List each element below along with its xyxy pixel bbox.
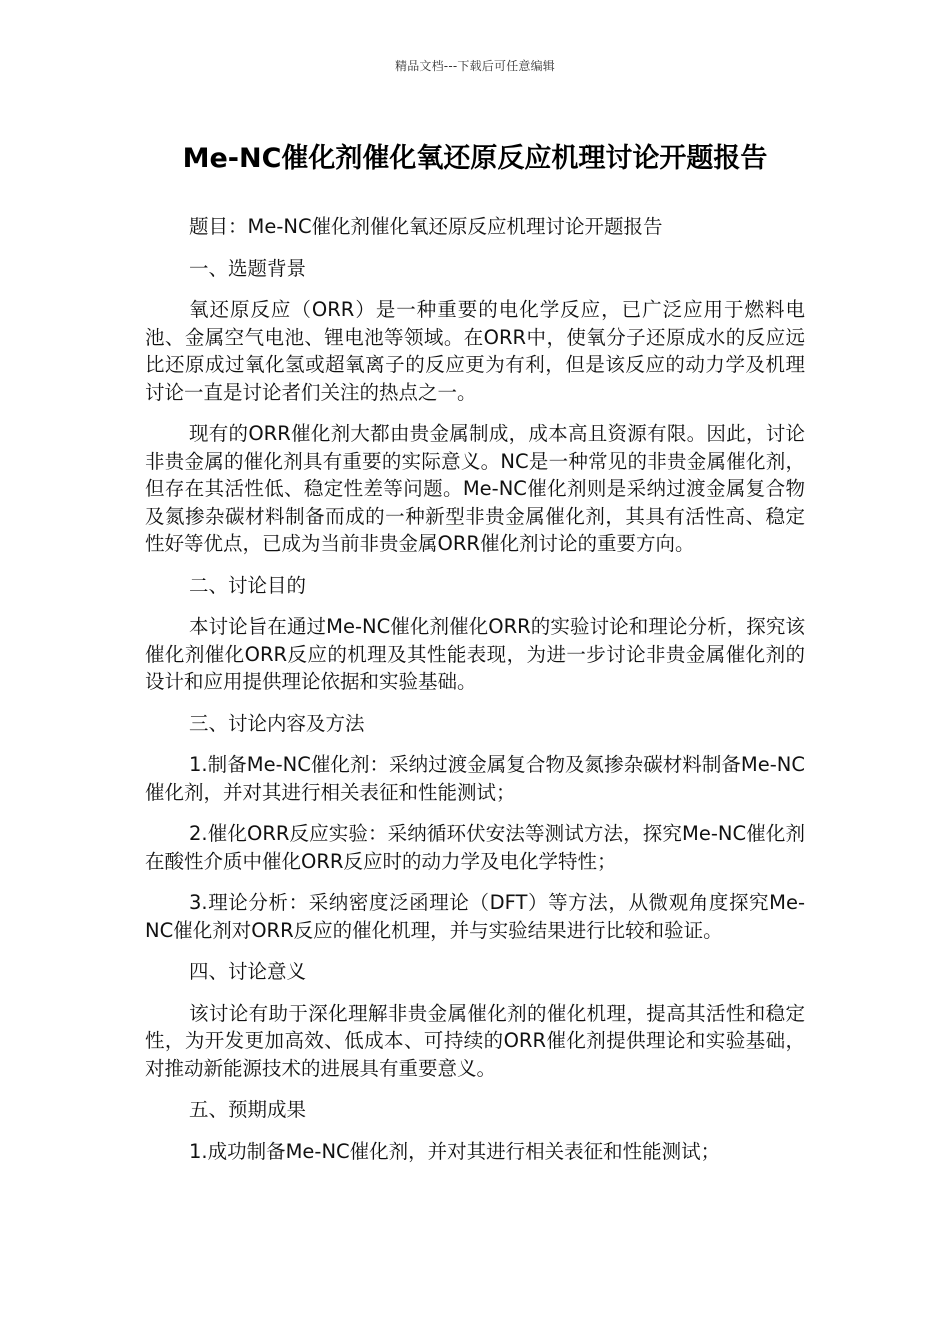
body-paragraph: 氧还原反应（ORR）是一种重要的电化学反应，已广泛应用于燃料电池、金属空气电池、锂电池等领域。在ORR中，使氧分子还原成水的反应远比还原成过氧化氢或超氧离子的反应更为有利，但是该反应的动力学及机理讨论一直是讨论者们关注的热点之一。 bbox=[145, 298, 805, 404]
section-heading-background: 一、选题背景 bbox=[189, 256, 307, 280]
body-paragraph: 现有的ORR催化剂大都由贵金属制成，成本高且资源有限。因此，讨论非贵金属的催化剂具有重要的实际意义。NC是一种常见的非贵金属催化剂，但存在其活性低、稳定性差等问题。Me-NC催化剂则是采纳过渡金属复合物及氮掺杂碳材料制备而成的一种新型非贵金属催化剂，其具有活性高、稳定性好等优点，已成为当前非贵金属ORR催化剂讨论的重要方向。 bbox=[145, 422, 805, 555]
list-item: 1.成功制备Me-NC催化剂，并对其进行相关表征和性能测试； bbox=[189, 1139, 721, 1163]
section-heading-expected-results: 五、预期成果 bbox=[189, 1098, 307, 1121]
document-body bbox=[145, 213, 805, 1179]
list-item: 2.催化ORR反应实验：采纳循环伏安法等测试方法，探究Me-NC催化剂在酸性介质中催化ORR反应时的动力学及电化学特性； bbox=[145, 822, 805, 873]
subject-line: 题目：Me-NC催化剂催化氧还原反应机理讨论开题报告 bbox=[189, 215, 663, 238]
document-title: Me-NC催化剂催化氧还原反应机理讨论开题报告 bbox=[182, 143, 768, 174]
section-heading-significance: 四、讨论意义 bbox=[189, 960, 307, 983]
list-item: 1.制备Me-NC催化剂：采纳过渡金属复合物及氮掺杂碳材料制备Me-NC催化剂，并对其进行相关表征和性能测试； bbox=[145, 753, 805, 804]
section-heading-content-methods: 三、讨论内容及方法 bbox=[189, 711, 365, 735]
list-item: 3.理论分析：采纳密度泛函理论（DFT）等方法，从微观角度探究Me-NC催化剂对ORR反应的催化机理，并与实验结果进行比较和验证。 bbox=[145, 891, 805, 942]
body-paragraph: 该讨论有助于深化理解非贵金属催化剂的催化机理，提高其活性和稳定性，为开发更加高效、低成本、可持续的ORR催化剂提供理论和实验基础，对推动新能源技术的进展具有重要意义。 bbox=[145, 1001, 805, 1080]
header-note: 精品文档---下载后可任意编辑 bbox=[395, 59, 555, 73]
body-paragraph: 本讨论旨在通过Me-NC催化剂催化ORR的实验讨论和理论分析，探究该催化剂催化ORR反应的机理及其性能表现，为进一步讨论非贵金属催化剂的设计和应用提供理论依据和实验基础。 bbox=[145, 615, 805, 693]
section-heading-purpose: 二、讨论目的 bbox=[189, 573, 307, 597]
